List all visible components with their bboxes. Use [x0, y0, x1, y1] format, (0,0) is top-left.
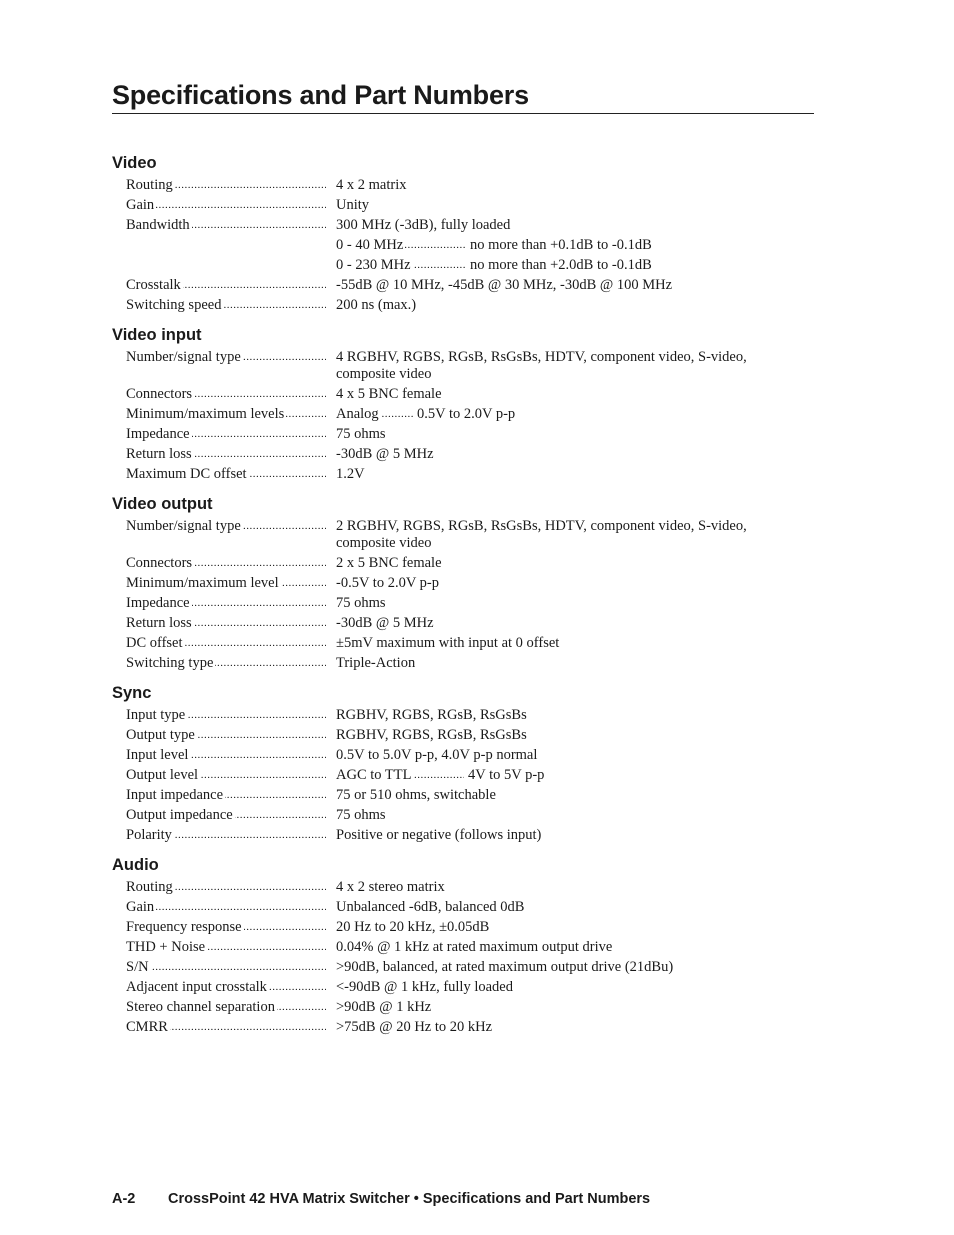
spec-label-text: Number/signal type	[126, 349, 241, 365]
spec-value-line: composite video	[336, 366, 432, 382]
spec-sub-label	[336, 406, 413, 423]
spec-row	[112, 879, 814, 896]
spec-row	[112, 349, 814, 383]
page-footer	[112, 1191, 814, 1207]
spec-sub-value: 4V to 5V p-p	[468, 767, 545, 783]
spec-content	[112, 152, 814, 1046]
spec-label	[126, 899, 326, 916]
spec-label	[126, 635, 326, 652]
spec-value	[336, 979, 814, 996]
spec-value-line: 1.2V	[336, 466, 365, 482]
spec-label-text: Gain	[126, 197, 155, 213]
spec-label-text: Maximum DC offset	[126, 466, 247, 482]
spec-label-text: Input type	[126, 707, 186, 723]
spec-label-text: DC offset	[126, 635, 183, 651]
spec-row	[112, 197, 814, 214]
spec-row	[112, 615, 814, 632]
spec-row	[112, 807, 814, 824]
spec-row	[112, 939, 814, 956]
section-heading: Audio	[112, 856, 159, 874]
spec-value	[336, 297, 814, 314]
spec-sub-label-text: 0 - 40 MHz	[336, 237, 404, 253]
spec-label	[126, 807, 326, 824]
spec-label-text: Connectors	[126, 555, 193, 571]
spec-value-line: Unity	[336, 197, 370, 213]
page-number: A-2	[112, 1191, 136, 1207]
spec-value	[336, 177, 814, 194]
spec-label-text: Input impedance	[126, 787, 224, 803]
spec-label-text: Crosstalk	[126, 277, 181, 293]
spec-label	[126, 277, 326, 294]
spec-label-text: Output impedance	[126, 807, 233, 823]
spec-value-line: 200 ns (max.)	[336, 297, 417, 313]
spec-row	[112, 635, 814, 652]
spec-subrow	[336, 767, 814, 784]
spec-row	[112, 426, 814, 443]
spec-row	[112, 919, 814, 936]
spec-label	[126, 349, 326, 366]
spec-value	[336, 197, 814, 214]
spec-row	[112, 959, 814, 976]
spec-value-line: <-90dB @ 1 kHz, fully loaded	[336, 979, 513, 995]
spec-label	[126, 426, 326, 443]
spec-label	[126, 999, 326, 1016]
spec-row	[112, 707, 814, 724]
spec-label-text: Routing	[126, 879, 173, 895]
spec-label-text: Minimum/maximum level	[126, 575, 279, 591]
spec-value	[336, 217, 814, 274]
spec-label	[126, 575, 326, 592]
spec-label-text: Routing	[126, 177, 173, 193]
spec-label	[126, 466, 326, 483]
spec-label	[126, 727, 326, 744]
spec-value	[336, 999, 814, 1016]
spec-label-text: Switching type	[126, 655, 214, 671]
spec-label	[126, 959, 326, 976]
spec-label-text: Return loss	[126, 615, 192, 631]
spec-sub-label	[336, 257, 466, 274]
spec-row	[112, 277, 814, 294]
spec-label	[126, 655, 326, 672]
spec-label-text: Input level	[126, 747, 189, 763]
spec-value-line: 20 Hz to 20 kHz, ±0.05dB	[336, 919, 490, 935]
spec-value-line: -30dB @ 5 MHz	[336, 446, 434, 462]
spec-label	[126, 615, 326, 632]
spec-label-text: Impedance	[126, 426, 190, 442]
spec-section	[112, 152, 814, 314]
spec-value-line: 300 MHz (-3dB), fully loaded	[336, 217, 511, 233]
spec-value-line: 4 x 2 matrix	[336, 177, 407, 193]
spec-section	[112, 854, 814, 1036]
spec-sub-label-text: AGC to TTL	[336, 767, 412, 783]
spec-value	[336, 595, 814, 612]
spec-subrow	[336, 237, 814, 254]
spec-value	[336, 959, 814, 976]
spec-value	[336, 807, 814, 824]
spec-row	[112, 297, 814, 314]
spec-value-line: 75 or 510 ohms, switchable	[336, 787, 496, 803]
spec-sub-label	[336, 237, 466, 254]
spec-value-line: 75 ohms	[336, 426, 386, 442]
section-heading: Video	[112, 154, 157, 172]
spec-row	[112, 655, 814, 672]
spec-row	[112, 767, 814, 784]
spec-label-text: S/N	[126, 959, 149, 975]
spec-value	[336, 919, 814, 936]
spec-value-line: -30dB @ 5 MHz	[336, 615, 434, 631]
spec-row	[112, 979, 814, 996]
spec-value-line: RGBHV, RGBS, RGsB, RsGsBs	[336, 707, 527, 723]
spec-value-line: 0.04% @ 1 kHz at rated maximum output drive	[336, 939, 613, 955]
spec-value-line: RGBHV, RGBS, RGsB, RsGsBs	[336, 727, 527, 743]
spec-row	[112, 555, 814, 572]
spec-sub-label	[336, 767, 464, 784]
spec-value	[336, 727, 814, 744]
spec-row	[112, 727, 814, 744]
spec-value	[336, 575, 814, 592]
spec-value-line: 2 RGBHV, RGBS, RGsB, RsGsBs, HDTV, component video, S-video,	[336, 518, 747, 534]
spec-value	[336, 787, 814, 804]
spec-label	[126, 919, 326, 936]
spec-label	[126, 595, 326, 612]
spec-row	[112, 999, 814, 1016]
spec-label	[126, 406, 326, 423]
spec-label	[126, 177, 326, 194]
page-title: Specifications and Part Numbers	[112, 80, 814, 114]
spec-value	[336, 747, 814, 764]
spec-sub-value: 0.5V to 2.0V p-p	[417, 406, 516, 422]
spec-value-line: 4 x 5 BNC female	[336, 386, 442, 402]
spec-label-text: CMRR	[126, 1019, 168, 1035]
spec-value	[336, 1019, 814, 1036]
spec-label	[126, 827, 326, 844]
spec-label	[126, 386, 326, 403]
section-heading: Video input	[112, 326, 202, 344]
spec-sub-value: no more than +0.1dB to -0.1dB	[470, 237, 652, 253]
spec-value-line: >90dB, balanced, at rated maximum output drive (21dBu)	[336, 959, 674, 975]
spec-row	[112, 595, 814, 612]
spec-value-line: composite video	[336, 535, 432, 551]
spec-label-text: Output type	[126, 727, 195, 743]
spec-label	[126, 747, 326, 764]
spec-value	[336, 939, 814, 956]
spec-value	[336, 446, 814, 463]
spec-label	[126, 787, 326, 804]
section-heading: Sync	[112, 684, 152, 702]
spec-label-text: Return loss	[126, 446, 192, 462]
spec-value	[336, 635, 814, 652]
spec-label-text: Number/signal type	[126, 518, 241, 534]
spec-value-line: 4 RGBHV, RGBS, RGsB, RsGsBs, HDTV, component video, S-video,	[336, 349, 747, 365]
spec-value	[336, 518, 814, 552]
spec-row	[112, 217, 814, 274]
spec-label-text: Minimum/maximum levels	[126, 406, 285, 422]
spec-label	[126, 197, 326, 214]
spec-value	[336, 349, 814, 383]
spec-value	[336, 615, 814, 632]
spec-label-text: Frequency response	[126, 919, 242, 935]
spec-row	[112, 466, 814, 483]
spec-value	[336, 466, 814, 483]
spec-row	[112, 827, 814, 844]
spec-label	[126, 446, 326, 463]
spec-value-line: Unbalanced -6dB, balanced 0dB	[336, 899, 525, 915]
spec-value-line: 2 x 5 BNC female	[336, 555, 442, 571]
spec-sub-value: no more than +2.0dB to -0.1dB	[470, 257, 652, 273]
spec-row	[112, 518, 814, 552]
spec-value	[336, 555, 814, 572]
spec-label	[126, 707, 326, 724]
spec-label	[126, 518, 326, 535]
spec-value-line: -55dB @ 10 MHz, -45dB @ 30 MHz, -30dB @ 100 MHz	[336, 277, 673, 293]
spec-label	[126, 979, 326, 996]
spec-label	[126, 1019, 326, 1036]
spec-value	[336, 899, 814, 916]
spec-row	[112, 177, 814, 194]
spec-section	[112, 324, 814, 483]
spec-value	[336, 406, 814, 423]
spec-row	[112, 386, 814, 403]
spec-value-line: 75 ohms	[336, 595, 386, 611]
spec-label-text: Gain	[126, 899, 155, 915]
spec-section	[112, 493, 814, 672]
spec-row	[112, 899, 814, 916]
spec-label	[126, 217, 326, 234]
spec-row	[112, 575, 814, 592]
spec-value-line: 0.5V to 5.0V p-p, 4.0V p-p normal	[336, 747, 538, 763]
spec-value	[336, 655, 814, 672]
spec-label-text: Polarity	[126, 827, 172, 843]
spec-label-text: THD + Noise	[126, 939, 206, 955]
spec-value	[336, 426, 814, 443]
spec-subrow	[336, 406, 814, 423]
spec-section	[112, 682, 814, 844]
spec-label-text: Output level	[126, 767, 199, 783]
spec-label	[126, 879, 326, 896]
spec-subrow	[336, 257, 814, 274]
spec-value	[336, 827, 814, 844]
spec-sub-label-text: Analog	[336, 406, 379, 422]
spec-label	[126, 939, 326, 956]
spec-value-line: ±5mV maximum with input at 0 offset	[336, 635, 560, 651]
spec-label-text: Stereo channel separation	[126, 999, 275, 1015]
spec-label-text: Adjacent input crosstalk	[126, 979, 267, 995]
spec-row	[112, 446, 814, 463]
spec-value-line: -0.5V to 2.0V p-p	[336, 575, 439, 591]
spec-row	[112, 1019, 814, 1036]
spec-row	[112, 787, 814, 804]
spec-label	[126, 767, 326, 784]
spec-value	[336, 386, 814, 403]
spec-value	[336, 767, 814, 784]
spec-value-line: 75 ohms	[336, 807, 386, 823]
spec-label	[126, 297, 326, 314]
spec-value-line: Positive or negative (follows input)	[336, 827, 542, 843]
footer-text: CrossPoint 42 HVA Matrix Switcher • Specifications and Part Numbers	[168, 1191, 651, 1207]
spec-label-text: Bandwidth	[126, 217, 190, 233]
spec-value-line: >75dB @ 20 Hz to 20 kHz	[336, 1019, 493, 1035]
spec-label-text: Switching speed	[126, 297, 222, 313]
spec-row	[112, 747, 814, 764]
spec-label-text: Connectors	[126, 386, 193, 402]
spec-value	[336, 277, 814, 294]
spec-label	[126, 555, 326, 572]
spec-sub-label-text: 0 - 230 MHz	[336, 257, 411, 273]
spec-label-text: Impedance	[126, 595, 190, 611]
spec-value-line: >90dB @ 1 kHz	[336, 999, 432, 1015]
spec-value-line: Triple-Action	[336, 655, 416, 671]
spec-value-line: 4 x 2 stereo matrix	[336, 879, 445, 895]
spec-value	[336, 879, 814, 896]
section-heading: Video output	[112, 495, 213, 513]
spec-row	[112, 406, 814, 423]
spec-value	[336, 707, 814, 724]
